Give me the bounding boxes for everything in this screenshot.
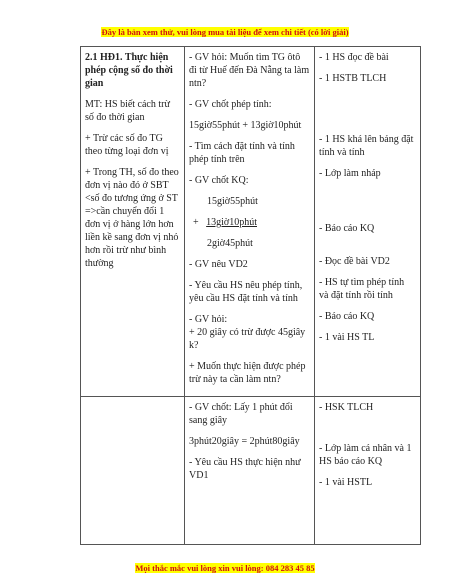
teacher-activity-cell [185,397,315,545]
teacher-text: 3phút20giây = 2phút80giây [189,436,300,447]
teacher-activity-cell [185,47,315,397]
teacher-text: + Muốn thực hiện được phép trừ này ta cần làm ntn? [189,361,306,385]
teacher-text: - Tìm cách đặt tính và tính phép tính trên [189,141,295,165]
student-text: - Báo cáo KQ [319,223,375,234]
calc-operator: + [193,217,199,228]
teacher-text: - GV hỏi: [189,314,228,325]
objective-text: MT: HS biết cách trừ số đo thời gian [85,99,170,123]
student-text: - 1 HS đọc đề bài [319,52,389,63]
teacher-text: - GV nêu VD2 [189,259,248,270]
teacher-text: - GV chốt KQ: [189,175,249,186]
calc-operand: 13giờ10phút [206,217,257,228]
student-text: - HSK TLCH [319,402,374,413]
student-text: - 1 HSTB TLCH [319,73,387,84]
student-text: - Lớp làm nháp [319,168,381,179]
objective-cell [81,397,185,545]
teacher-text: 15giờ55phút + 13giờ10phút [189,120,302,131]
calc-line: 15giờ55phút [207,196,258,207]
table-row [81,397,421,545]
contact-footer [0,563,450,573]
calc-result: 2giờ45phút [207,238,253,249]
student-text: - 1 HS khá lên bảng đặt tính và tính [319,134,414,158]
teacher-text: - Yêu cầu HS nêu phép tính, yêu cầu HS đặt tính và tính [189,280,303,304]
teacher-text: - Yêu cầu HS thực hiện như VD1 [189,457,301,481]
table-row [81,47,421,397]
student-activity-cell [315,47,421,397]
preview-banner-text: Đây là bản xem thử, vui lòng mua tài liệu để xem chi tiết (có lời giải) [101,27,349,37]
lesson-table [80,46,421,545]
teacher-text: - GV chốt: Lấy 1 phút đổi sang giây [189,402,293,426]
note-text: + Trừ các số đo TG theo từng loại đơn vị [85,133,169,157]
note-text: + Trong TH, số đo theo đơn vị nào đó ở SBT <số đo tương ứng ở ST =>cần chuyển đổi 1 đơn vị ở hàng lớn hơn liền kề sang đơn vị nhỏ hơn rồi trừ như bình thường [85,167,179,269]
calc-line [189,216,310,229]
contact-footer-text: Mọi thắc mắc vui lòng xin vui lòng: 084 283 45 85 [135,563,315,573]
student-text: - Báo cáo KQ [319,311,375,322]
student-text: - Đọc đề bài VD2 [319,256,390,267]
student-text: - 1 vài HSTL [319,477,373,488]
preview-banner [0,27,450,37]
objective-cell [81,47,185,397]
teacher-text: - GV chốt phép tính: [189,99,272,110]
student-text: - 1 vài HS TL [319,332,375,343]
student-text: - HS tự tìm phép tính và đặt tính rồi tính [319,277,405,301]
student-activity-cell [315,397,421,545]
student-text: - Lớp làm cá nhân và 1 HS báo cáo KQ [319,443,412,467]
teacher-text: + 20 giây có trừ được 45giây k? [189,327,306,351]
teacher-text: - GV hỏi: Muốn tìm TG ôtô đi từ Huế đến Đà Nẵng ta làm ntn? [189,52,310,89]
activity-title: 2.1 HĐ1. Thực hiện phép cộng số đo thời gian [85,52,173,89]
